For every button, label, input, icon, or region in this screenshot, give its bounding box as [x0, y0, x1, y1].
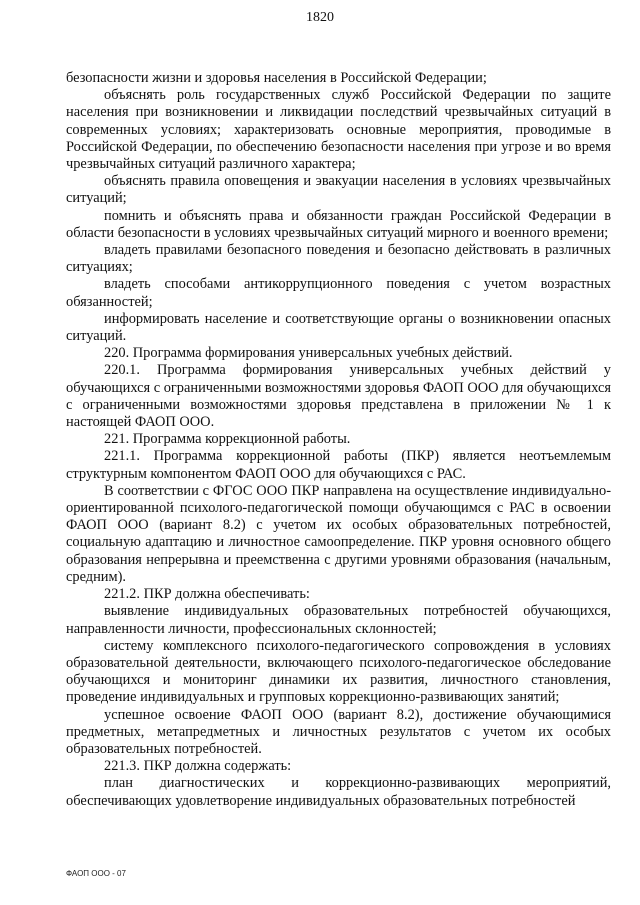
paragraph: выявление индивидуальных образовательных потребностей обучающихся, направленности личности, профессиональных склонностей; [66, 603, 611, 637]
paragraph: владеть способами антикоррупционного поведения с учетом возрастных обязанностей; [66, 276, 611, 310]
paragraph: 221. Программа коррекционной работы. [104, 431, 351, 448]
paragraph: объяснять роль государственных служб Российской Федерации по защите населения при возникновении и ликвидации последствий чрезвычайных ситуаций в современных условиях; характеризовать основные мероприятия, проводимые в Российской Федерации, по обеспечению безопасности населения при угрозе и во время чрезвычайных ситуаций различного характера; [66, 87, 611, 173]
paragraph: владеть правилами безопасного поведения и безопасно действовать в различных ситуациях; [66, 242, 611, 276]
page-number: 1820 [306, 10, 334, 25]
paragraph: информировать население и соответствующие органы о возникновении опасных ситуаций. [66, 310, 611, 345]
document-body [66, 70, 611, 810]
paragraph: план диагностических и коррекционно-развивающих мероприятий, обеспечивающих удовлетворение индивидуальных образовательных потребностей [66, 775, 611, 809]
paragraph: успешное освоение ФАОП ООО (вариант 8.2), достижение обучающимися предметных, метапредметных и личностных результатов с учетом их особых образовательных потребностей. [66, 706, 611, 757]
paragraph: 220. Программа формирования универсальных учебных действий. [104, 345, 513, 362]
paragraph: 221.2. ПКР должна обеспечивать: [104, 586, 310, 603]
document-footer: ФАОП ООО - 07 [66, 869, 126, 878]
paragraph: 220.1. Программа формирования универсальных учебных действий у обучающихся с ограниченными возможностями здоровья ФАОП ООО для обучающихся с ограниченными возможностями здоровья представлена в приложении № 1 к настоящей ФАОП ООО. [66, 362, 611, 431]
paragraph: 221.1. Программа коррекционной работы (ПКР) является неотъемлемым структурным компонентом ФАОП ООО для обучающихся с РАС. [66, 448, 611, 482]
paragraph: В соответствии с ФГОС ООО ПКР направлена на осуществление индивидуально-ориентированной психолого-педагогической помощи обучающимся с РАС в освоении ФАОП ООО (вариант 8.2) с учетом их особых образовательных потребностей, социальную адаптацию и личностное самоопределение. ПКР уровня основного общего образования непрерывна и преемственна с другими уровнями образования (начальным, средним). [66, 482, 611, 585]
paragraph: систему комплексного психолого-педагогического сопровождения в условиях образовательной деятельности, включающего психолого-педагогическое обследование обучающихся и мониторинг динамики их развития, личностного становления, проведение индивидуальных и групповых коррекционно-развивающих занятий; [66, 637, 611, 706]
paragraph: объяснять правила оповещения и эвакуации населения в условиях чрезвычайных ситуаций; [66, 173, 611, 207]
paragraph: помнить и объяснять права и обязанности граждан Российской Федерации в области безопасности в условиях чрезвычайных ситуаций мирного и военного времени; [66, 207, 611, 241]
paragraph: 221.3. ПКР должна содержать: [104, 758, 292, 775]
paragraph: безопасности жизни и здоровья населения в Российской Федерации; [66, 70, 487, 86]
